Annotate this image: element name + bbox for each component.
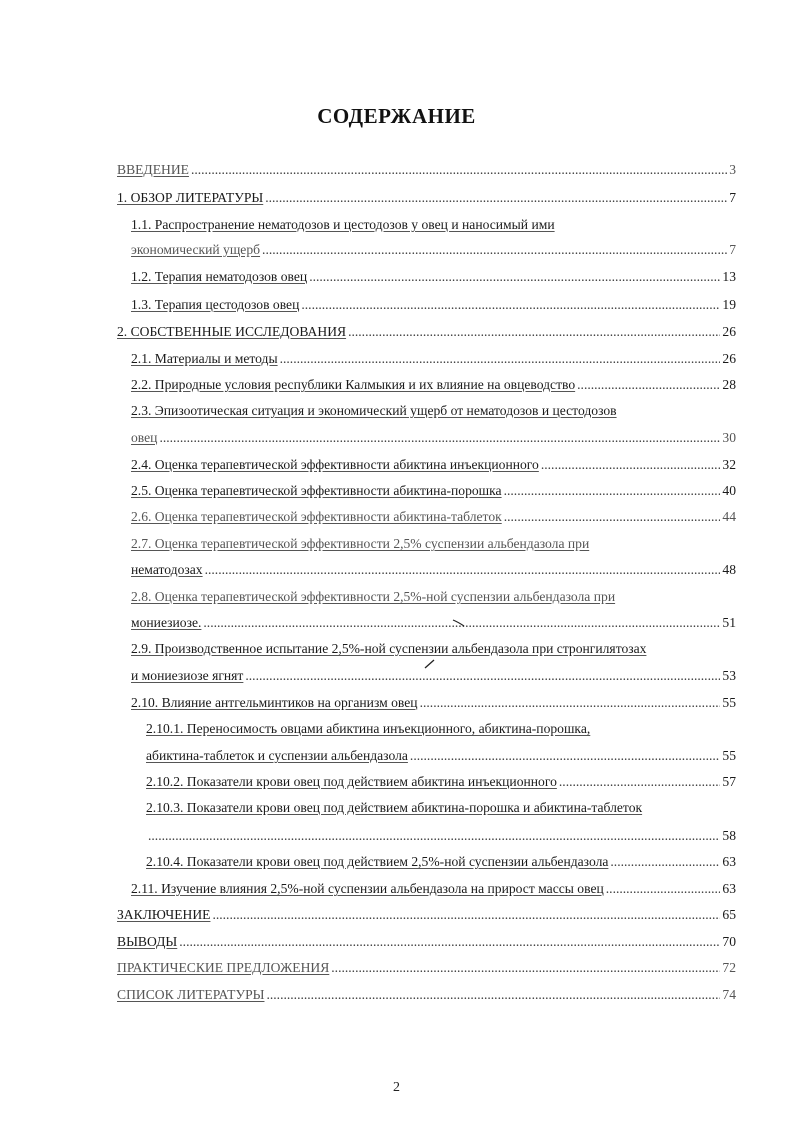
toc-entry-label: ЗАКЛЮЧЕНИЕ	[117, 907, 211, 922]
toc-entry[interactable]	[131, 691, 736, 715]
toc-entry-page: 63	[722, 881, 736, 896]
leader-dots	[245, 664, 720, 688]
toc-entry-label: 2.6. Оценка терапевтической эффективности абиктина-таблеток	[131, 509, 502, 524]
toc-entry-page: 44	[722, 509, 736, 524]
pen-mark	[424, 658, 436, 670]
toc-entry-label-line2: овец	[131, 430, 158, 445]
toc-entry-label-line1[interactable]: 2.10.1. Переносимость овцами абиктина инъекционного, абиктина-порошка,	[146, 721, 591, 736]
leader-dots	[410, 744, 720, 768]
toc-entry[interactable]	[146, 744, 736, 768]
toc-entry-label-line1[interactable]: 2.10.3. Показатели крови овец под действием абиктина-порошка и абиктина-таблеток	[146, 800, 643, 815]
toc-entry-label: 2.5. Оценка терапевтической эффективности абиктина-порошка	[131, 483, 502, 498]
toc-entry-label: 2.10. Влияние антгельминтиков на организм овец	[131, 695, 418, 710]
toc-entry-page: 19	[722, 297, 736, 312]
toc-entry[interactable]	[117, 983, 736, 1007]
leader-dots	[148, 824, 720, 848]
toc-entry[interactable]	[131, 505, 736, 529]
leader-dots	[504, 505, 721, 529]
toc-entry-label: ВЫВОДЫ	[117, 934, 178, 949]
toc-entry-label-line2: нематодозах	[131, 562, 203, 577]
toc-entry[interactable]	[117, 930, 736, 954]
toc-entry-page: 26	[722, 351, 736, 366]
toc-entry-page: 53	[722, 668, 736, 683]
toc-entry-page: 51	[722, 615, 736, 630]
toc-entry-label-line2: мониезиозе.	[131, 615, 202, 630]
toc-entry-page: 48	[722, 562, 736, 577]
toc-entry-page: 72	[722, 960, 736, 975]
toc-entry-page: 55	[722, 748, 736, 763]
page-title: СОДЕРЖАНИЕ	[317, 104, 476, 128]
toc-entry[interactable]	[117, 903, 736, 927]
toc-entry-label: СПИСОК ЛИТЕРАТУРЫ	[117, 987, 265, 1002]
leader-dots	[309, 265, 720, 289]
toc-entry-page: 57	[722, 774, 736, 789]
toc-entry-page: 63	[722, 854, 736, 869]
toc-entry[interactable]	[117, 956, 736, 980]
toc-entry[interactable]	[131, 238, 736, 262]
toc-entry[interactable]	[131, 373, 736, 397]
toc-entry[interactable]	[131, 611, 736, 635]
toc-entry[interactable]	[131, 293, 736, 317]
toc-entry-label: 2.2. Природные условия республики Калмыкия и их влияние на овцеводство	[131, 377, 576, 392]
toc-entry-page: 30	[722, 430, 736, 445]
toc-entry-label-line2: экономический ущерб	[131, 242, 261, 257]
toc-entry[interactable]	[117, 158, 736, 182]
toc-entry-label: 2. СОБСТВЕННЫЕ ИССЛЕДОВАНИЯ	[117, 324, 347, 339]
toc-entry[interactable]	[131, 479, 736, 503]
toc-entry[interactable]	[131, 347, 736, 371]
toc-entry-label: ПРАКТИЧЕСКИЕ ПРЕДЛОЖЕНИЯ	[117, 960, 330, 975]
toc-entry-label-line1[interactable]: 1.1. Распространение нематодозов и цестодозов у овец и наносимый ими	[131, 217, 555, 232]
toc-entry-page: 40	[722, 483, 736, 498]
toc-entry[interactable]	[131, 426, 736, 450]
toc-entry-label: 2.10.4. Показатели крови овец под действием 2,5%-ной суспензии альбендазола	[146, 854, 609, 869]
leader-dots	[331, 956, 720, 980]
leader-dots	[212, 903, 720, 927]
toc-entry-page: 70	[722, 934, 736, 949]
toc-entry-page: 32	[722, 457, 736, 472]
toc-entry-page: 28	[722, 377, 736, 392]
toc-entry-label-line2: и мониезиозе ягнят	[131, 668, 244, 683]
toc-entry-label: 1. ОБЗОР ЛИТЕРАТУРЫ	[117, 190, 264, 205]
toc-entry-page: 7	[729, 242, 736, 257]
leader-dots	[191, 158, 727, 182]
toc-entry[interactable]	[131, 877, 736, 901]
toc-entry[interactable]	[131, 265, 736, 289]
leader-dots	[266, 983, 720, 1007]
pen-mark	[452, 618, 466, 628]
toc-entry[interactable]	[117, 320, 736, 344]
toc-entry-label: 2.11. Изучение влияния 2,5%-ной суспензии альбендазола на прирост массы овец	[131, 881, 604, 896]
leader-dots	[606, 877, 721, 901]
toc-entry-page: 7	[729, 190, 736, 205]
toc-entry[interactable]	[131, 558, 736, 582]
leader-dots	[280, 347, 721, 371]
toc-entry-page: 26	[722, 324, 736, 339]
toc-entry-label: ВВЕДЕНИЕ	[117, 162, 189, 177]
leader-dots	[265, 186, 727, 210]
toc-entry-label: 2.10.2. Показатели крови овец под действием абиктина инъекционного	[146, 774, 557, 789]
toc-entry-label-line1[interactable]: 2.8. Оценка терапевтической эффективности 2,5%-ной суспензии альбендазола при	[131, 589, 616, 604]
toc-entry-page: 55	[722, 695, 736, 710]
toc-entry-label-line2: абиктина-таблеток и суспензии альбендазола	[146, 748, 408, 763]
leader-dots	[159, 426, 720, 450]
toc-entry-page: 3	[729, 162, 736, 177]
toc-entry-label: 1.3. Терапия цестодозов овец	[131, 297, 300, 312]
toc-entry[interactable]	[131, 453, 736, 477]
leader-dots	[610, 850, 720, 874]
leader-dots	[504, 479, 721, 503]
toc-entry-label: 2.4. Оценка терапевтической эффективности абиктина инъекционного	[131, 457, 539, 472]
leader-dots	[348, 320, 720, 344]
toc-entry-label: 2.1. Материалы и методы	[131, 351, 278, 366]
toc-entry[interactable]	[146, 850, 736, 874]
toc-entry[interactable]	[146, 770, 736, 794]
leader-dots	[205, 558, 721, 582]
toc-entry-label-line1[interactable]: 2.7. Оценка терапевтической эффективности 2,5% суспензии альбендазола при	[131, 536, 590, 551]
leader-dots	[420, 691, 721, 715]
toc-entry[interactable]	[146, 824, 736, 848]
page-number: 2	[393, 1080, 400, 1095]
toc-entry-label-line1[interactable]: 2.9. Производственное испытание 2,5%-ной суспензии альбендазола при стронгилятозах	[131, 641, 647, 656]
leader-dots	[179, 930, 720, 954]
leader-dots	[262, 238, 727, 262]
toc-entry[interactable]	[117, 186, 736, 210]
toc-entry-page: 58	[722, 828, 736, 843]
leader-dots	[541, 453, 721, 477]
toc-entry-label-line1[interactable]: 2.3. Эпизоотическая ситуация и экономический ущерб от нематодозов и цестодозов	[131, 403, 617, 418]
toc-entry-label: 1.2. Терапия нематодозов овец	[131, 269, 308, 284]
leader-dots	[301, 293, 720, 317]
toc-entry-page: 13	[722, 269, 736, 284]
toc-entry-page: 65	[722, 907, 736, 922]
leader-dots	[577, 373, 720, 397]
leader-dots	[559, 770, 721, 794]
toc-entry-page: 74	[722, 987, 736, 1002]
